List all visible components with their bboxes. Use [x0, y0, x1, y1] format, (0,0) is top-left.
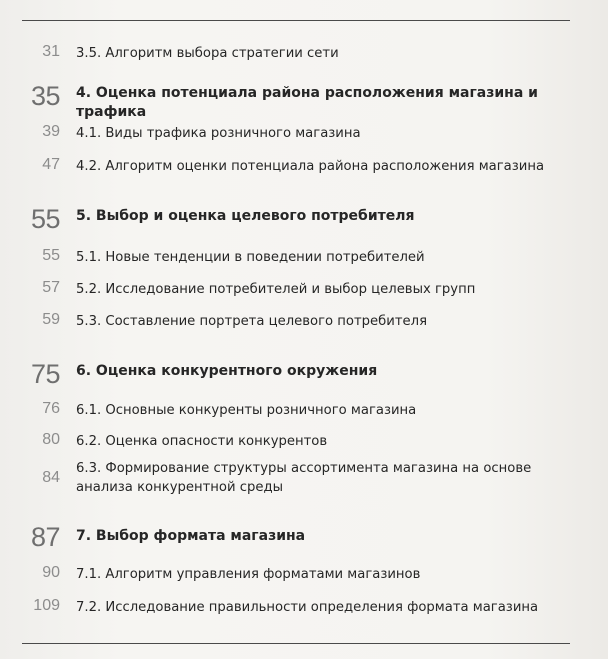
- toc-page-number: 39: [42, 123, 60, 140]
- toc-title: 7.2. Исследование правильности определения формата магазина: [76, 600, 539, 615]
- toc-page-number: 109: [33, 597, 60, 614]
- toc-title: 6.3. Формирование структуры ассортимента магазина на основе анализа конкурентной среды: [76, 461, 532, 495]
- toc-title: 5.2. Исследование потребителей и выбор целевых групп: [76, 282, 476, 297]
- toc-title: 5.1. Новые тенденции в поведении потребителей: [76, 250, 425, 265]
- toc-chapter-title: 6. Оценка конкурентного окружения: [76, 363, 378, 379]
- toc-page-number: 90: [42, 564, 60, 581]
- toc-title: 6.1. Основные конкуренты розничного магазина: [76, 403, 417, 418]
- toc-title: 4.1. Виды трафика розничного магазина: [76, 126, 361, 141]
- toc-title: 4.2. Алгоритм оценки потенциала района расположения магазина: [76, 159, 545, 174]
- toc-chapter-title: 7. Выбор формата магазина: [76, 528, 306, 544]
- toc-page-number: 57: [42, 279, 60, 296]
- toc-page-number: 55: [42, 247, 60, 264]
- toc-page-number: 47: [42, 156, 60, 173]
- toc-chapter-title: 4. Оценка потенциала района расположения магазина и трафика: [76, 85, 538, 120]
- toc-title: 3.5. Алгоритм выбора стратегии сети: [76, 46, 339, 61]
- toc-chapter-title: 5. Выбор и оценка целевого потребителя: [76, 208, 415, 224]
- top-rule: [22, 20, 570, 21]
- toc-page-number: 75: [30, 359, 60, 389]
- toc-title: 5.3. Составление портрета целевого потребителя: [76, 314, 428, 329]
- toc-page-number: 84: [42, 469, 60, 486]
- toc-page-number: 80: [42, 431, 60, 448]
- toc-page-number: 76: [42, 400, 60, 417]
- toc-page-number: 35: [30, 81, 60, 111]
- toc-page-number: 87: [30, 522, 60, 552]
- toc-title: 6.2. Оценка опасности конкурентов: [76, 434, 328, 449]
- toc-title: 7.1. Алгоритм управления форматами магазинов: [76, 567, 421, 582]
- toc-page-number: 55: [30, 204, 60, 234]
- bottom-rule: [22, 643, 570, 644]
- toc-page-number: 59: [42, 311, 60, 328]
- toc-page-number: 31: [42, 43, 60, 60]
